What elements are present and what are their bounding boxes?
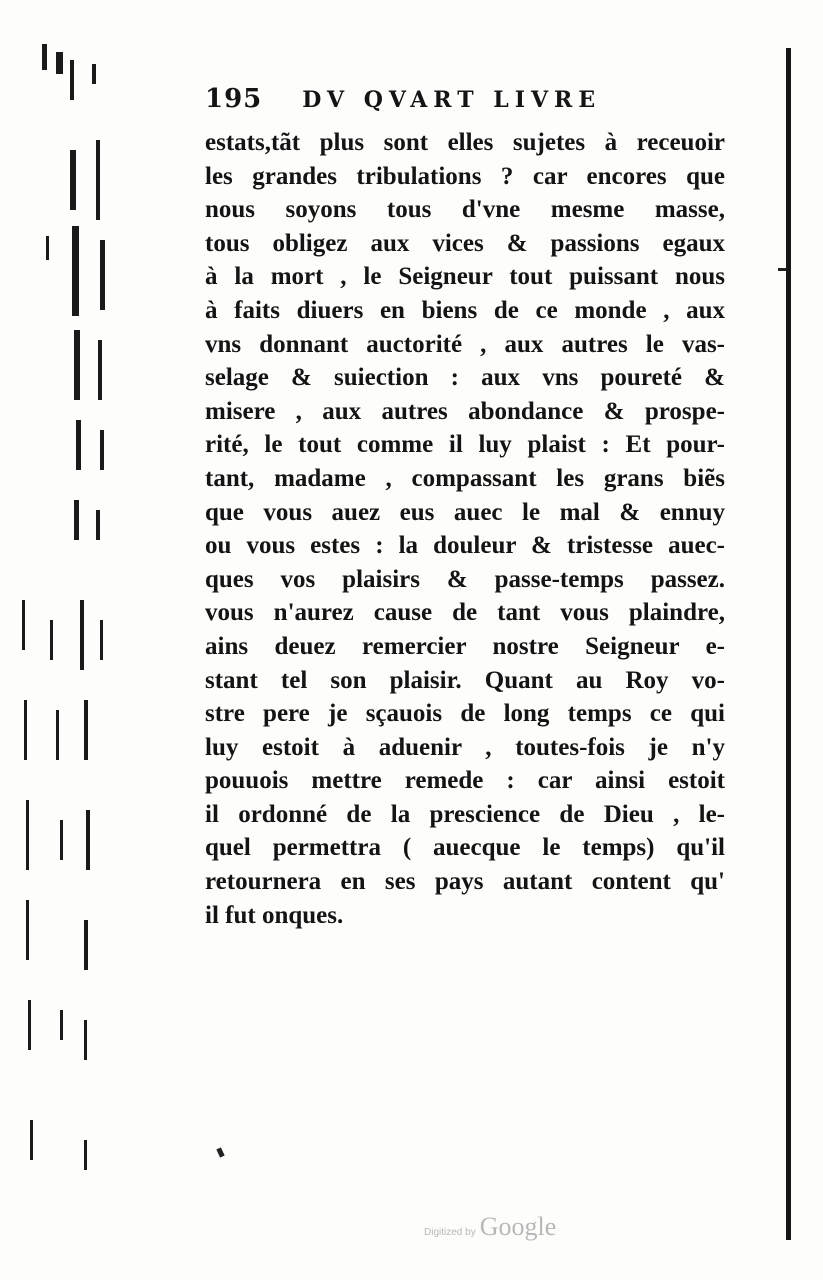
binding-edge bbox=[786, 48, 791, 1240]
text-line: estats,tãt plus sont elles sujetes à receuoir bbox=[205, 129, 725, 156]
text-line: tous obligez aux vices & passions egaux bbox=[205, 229, 725, 257]
text-line: ques vos plaisirs & passe-temps passez. bbox=[205, 565, 725, 593]
text-line: les grandes tribulations ? car encores que bbox=[205, 162, 725, 190]
text-line: à faits diuers en biens de ce monde , aux bbox=[205, 296, 725, 324]
binding-notch bbox=[778, 268, 786, 271]
text-line: selage & suiection : aux vns poureté & bbox=[205, 364, 725, 392]
digitization-watermark bbox=[424, 1212, 556, 1242]
text-line: ains deuez remercier nostre Seigneur e- bbox=[205, 632, 725, 660]
text-line: ou vous estes : la douleur & tristesse auec- bbox=[205, 532, 725, 560]
text-line: que vous auez eus auec le mal & ennuy bbox=[205, 498, 725, 526]
text-line: à la mort , le Seigneur tout puissant nous bbox=[205, 263, 725, 291]
running-head bbox=[205, 84, 625, 116]
text-line: quel permettra ( auecque le temps) qu'il bbox=[205, 834, 725, 862]
text-line: stre pere je sçauois de long temps ce qui bbox=[205, 700, 725, 728]
watermark-brand: Google bbox=[479, 1212, 557, 1241]
text-line: stant tel son plaisir. Quant au Roy vo- bbox=[205, 666, 725, 694]
text-line: pouuois mettre remede : car ainsi estoit bbox=[205, 767, 725, 795]
watermark-prefix: Digitized by bbox=[424, 1227, 476, 1238]
running-title: DV QVART LIVRE bbox=[302, 87, 602, 113]
text-line: il fut onques. bbox=[205, 901, 344, 929]
ink-speck bbox=[216, 1147, 224, 1157]
page-number: 195 bbox=[205, 84, 263, 114]
text-line: vns donnant auctorité , aux autres le vas- bbox=[205, 330, 725, 358]
text-line: vous n'aurez cause de tant vous plaindre, bbox=[205, 599, 725, 627]
text-line: misere , aux autres abondance & prospe- bbox=[205, 397, 725, 425]
text-line: tant, madame , compassant les grans biẽs bbox=[205, 464, 725, 492]
gutter-bleed-marks bbox=[0, 0, 120, 1280]
text-line: retournera en ses pays autant content qu' bbox=[205, 868, 725, 896]
text-line: nous soyons tous d'vne mesme masse, bbox=[205, 196, 725, 224]
text-line: rité, le tout comme il luy plaist : Et pour- bbox=[205, 431, 725, 459]
body-text bbox=[205, 126, 725, 932]
text-line: il ordonné de la prescience de Dieu , le- bbox=[205, 800, 725, 828]
text-line: luy estoit à aduenir , toutes-fois je n'y bbox=[205, 733, 725, 761]
